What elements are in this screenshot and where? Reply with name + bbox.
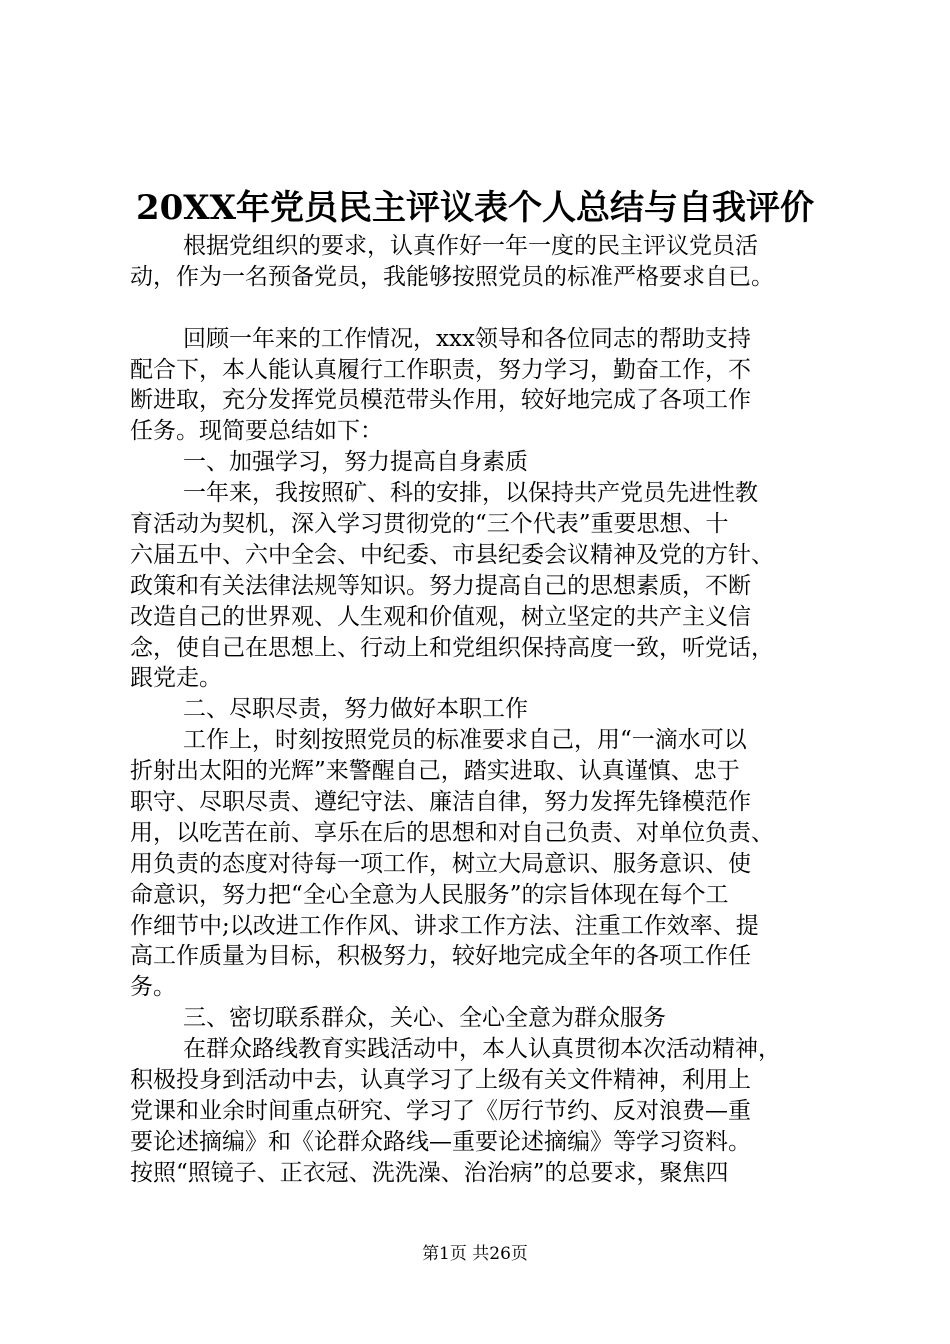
text-line: 改造自己的世界观、人生观和价值观，树立坚定的共产主义信 [130, 603, 751, 630]
text-line: 政策和有关法律法规等知识。努力提高自己的思想素质，不断 [130, 572, 751, 599]
text-line: 职守、尽职尽责、遵纪守法、廉洁自律，努力发挥先锋模范作 [130, 789, 751, 816]
text-line: 六届五中、六中全会、中纪委、市县纪委会议精神及党的方针、 [130, 541, 774, 568]
text-line: 要论述摘编》和《论群众路线—重要论述摘编》等学习资料。 [130, 1128, 751, 1155]
text-line: 折射出太阳的光辉”来警醒自己，踏实进取、认真谨慎、忠于 [130, 758, 740, 785]
text-line: 命意识，努力把“全心全意为人民服务”的宗旨体现在每个工 [130, 881, 729, 908]
text-line: 党课和业余时间重点研究、学习了《厉行节约、反对浪费—重 [130, 1097, 751, 1124]
text-line: 高工作质量为目标，积极努力，较好地完成全年的各项工作任 [130, 943, 751, 970]
blank-line [130, 293, 830, 324]
text-line: 用负责的态度对待每一项工作，树立大局意识、服务意识、使 [130, 850, 751, 877]
text-line: 配合下，本人能认真履行工作职责，努力学习，勤奋工作，不 [130, 356, 751, 383]
text-line: 积极投身到活动中去，认真学习了上级有关文件精神，利用上 [130, 1067, 751, 1094]
text-line: 根据党组织的要求，认真作好一年一度的民主评议党员活 [183, 233, 758, 259]
document-title: 20XX年党员民主评议表个人总结与自我评价 [135, 188, 815, 228]
document-body [130, 231, 830, 1189]
text-line: 回顾一年来的工作情况，xxx领导和各位同志的帮助支持 [183, 325, 751, 352]
text-line: 二、尽职尽责，努力做好本职工作 [183, 696, 528, 723]
text-line: 作细节中;以改进工作作风、讲求工作方法、注重工作效率、提 [130, 912, 759, 939]
text-line: 务。 [130, 974, 176, 1001]
text-line: 跟党走。 [130, 665, 222, 692]
text-line: 断进取，充分发挥党员模范带头作用，较好地完成了各项工作 [130, 387, 751, 414]
text-line: 动，作为一名预备党员，我能够按照党员的标准严格要求自已。 [130, 263, 774, 290]
text-line: 一、加强学习，努力提高自身素质 [183, 449, 528, 476]
text-line: 一年来，我按照矿、科的安排，以保持共产党员先进性教 [183, 480, 758, 507]
text-line: 在群众路线教育实践活动中，本人认真贯彻本次活动精神， [183, 1036, 781, 1063]
text-line: 任务。现简要总结如下： [130, 418, 383, 445]
text-line: 按照“照镜子、正衣冠、洗洗澡、治治病”的总要求，聚焦四 [130, 1159, 729, 1186]
text-line: 工作上，时刻按照党员的标准要求自己，用“一滴水可以 [183, 727, 747, 754]
page-footer: 第1页 共26页 [422, 1244, 528, 1264]
text-line: 三、密切联系群众，关心、全心全意为群众服务 [183, 1005, 666, 1032]
text-line: 育活动为契机，深入学习贯彻党的“三个代表”重要思想、十 [130, 511, 729, 538]
text-line: 念，使自己在思想上、行动上和党组织保持高度一致，听党话， [130, 634, 774, 661]
text-line: 用，以吃苦在前、享乐在后的思想和对自己负责、对单位负责、 [130, 819, 774, 846]
